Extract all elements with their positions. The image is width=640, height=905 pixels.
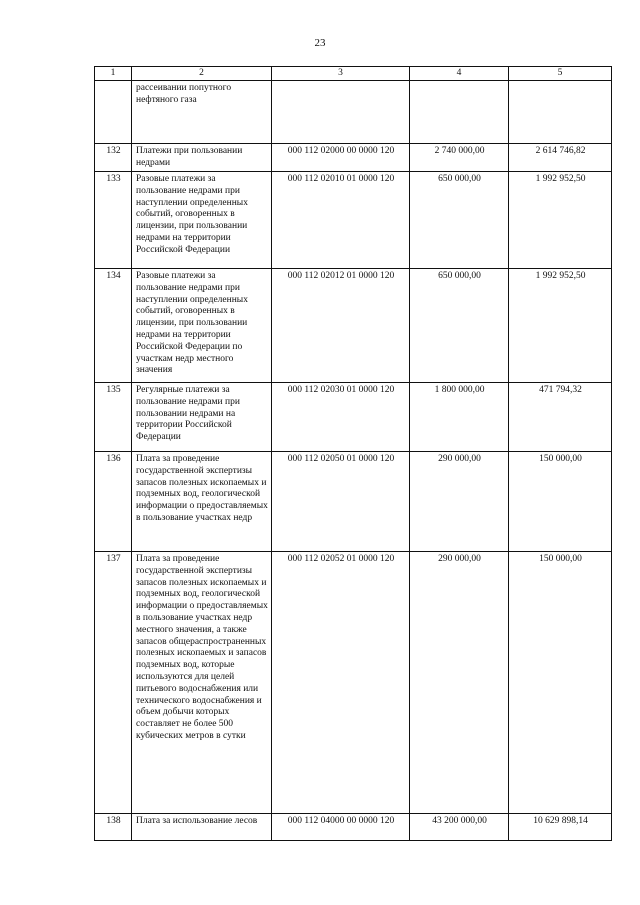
column-number-row (95, 67, 612, 81)
row-plan: 43 200 000,00 (410, 814, 509, 841)
row-plan: 2 740 000,00 (410, 144, 509, 172)
row-code: 000 112 02000 00 0000 120 (272, 144, 410, 172)
row-code: 000 112 02052 01 0000 120 (272, 552, 410, 814)
table-row (95, 269, 612, 383)
row-number: 134 (95, 269, 132, 383)
row-fact: 150 000,00 (509, 552, 612, 814)
row-fact: 10 629 898,14 (509, 814, 612, 841)
row-code: 000 112 02050 01 0000 120 (272, 452, 410, 552)
row-plan: 650 000,00 (410, 172, 509, 269)
column-header-5: 5 (509, 67, 612, 81)
table-body (95, 81, 612, 841)
row-plan (410, 81, 509, 144)
row-fact: 1 992 952,50 (509, 269, 612, 383)
table-row (95, 172, 612, 269)
row-plan: 290 000,00 (410, 452, 509, 552)
row-fact: 471 794,32 (509, 383, 612, 452)
row-code: 000 112 04000 00 0000 120 (272, 814, 410, 841)
table-row (95, 383, 612, 452)
table-row (95, 81, 612, 144)
row-number (95, 81, 132, 144)
row-code: 000 112 02030 01 0000 120 (272, 383, 410, 452)
row-number: 137 (95, 552, 132, 814)
column-header-3: 3 (272, 67, 410, 81)
row-name: Регулярные платежи за пользование недрами при пользовании недрами на территории Российской Федерации (132, 383, 272, 452)
row-number: 135 (95, 383, 132, 452)
revenue-table (94, 66, 612, 841)
column-header-2: 2 (132, 67, 272, 81)
row-code (272, 81, 410, 144)
row-number: 136 (95, 452, 132, 552)
row-name: Разовые платежи за пользование недрами при наступлении определенных событий, оговоренных в лицензии, при пользовании недрами на территории Российской Федерации (132, 172, 272, 269)
row-name: Платежи при пользовании недрами (132, 144, 272, 172)
table-row (95, 452, 612, 552)
table-row (95, 814, 612, 841)
row-number: 138 (95, 814, 132, 841)
row-name: Плата за проведение государственной экспертизы запасов полезных ископаемых и подземных вод, геологической информации о предоставляемых в пользование участках недр местного значения, а также запасов общераспространенных полезных ископаемых и запасов подземных вод, которые используются для целей питьевого водоснабжения или технического водоснабжения и объем добычи которых составляет не более 500 кубических метров в сутки (132, 552, 272, 814)
table-header (95, 67, 612, 81)
row-number: 132 (95, 144, 132, 172)
table-row (95, 552, 612, 814)
row-name: Плата за использование лесов (132, 814, 272, 841)
row-name: рассеивании попутного нефтяного газа (132, 81, 272, 144)
column-header-4: 4 (410, 67, 509, 81)
table-row (95, 144, 612, 172)
row-code: 000 112 02012 01 0000 120 (272, 269, 410, 383)
row-fact (509, 81, 612, 144)
page-number: 23 (314, 37, 326, 49)
row-fact: 1 992 952,50 (509, 172, 612, 269)
row-plan: 290 000,00 (410, 552, 509, 814)
row-name: Разовые платежи за пользование недрами при наступлении определенных событий, оговоренных в лицензии, при пользовании недрами на территории Российской Федерации по участкам недр местного значения (132, 269, 272, 383)
column-header-1: 1 (95, 67, 132, 81)
row-code: 000 112 02010 01 0000 120 (272, 172, 410, 269)
row-plan: 1 800 000,00 (410, 383, 509, 452)
row-fact: 2 614 746,82 (509, 144, 612, 172)
row-name: Плата за проведение государственной экспертизы запасов полезных ископаемых и подземных вод, геологической информации о предоставляемых в пользование участках недр (132, 452, 272, 552)
row-plan: 650 000,00 (410, 269, 509, 383)
row-number: 133 (95, 172, 132, 269)
row-fact: 150 000,00 (509, 452, 612, 552)
